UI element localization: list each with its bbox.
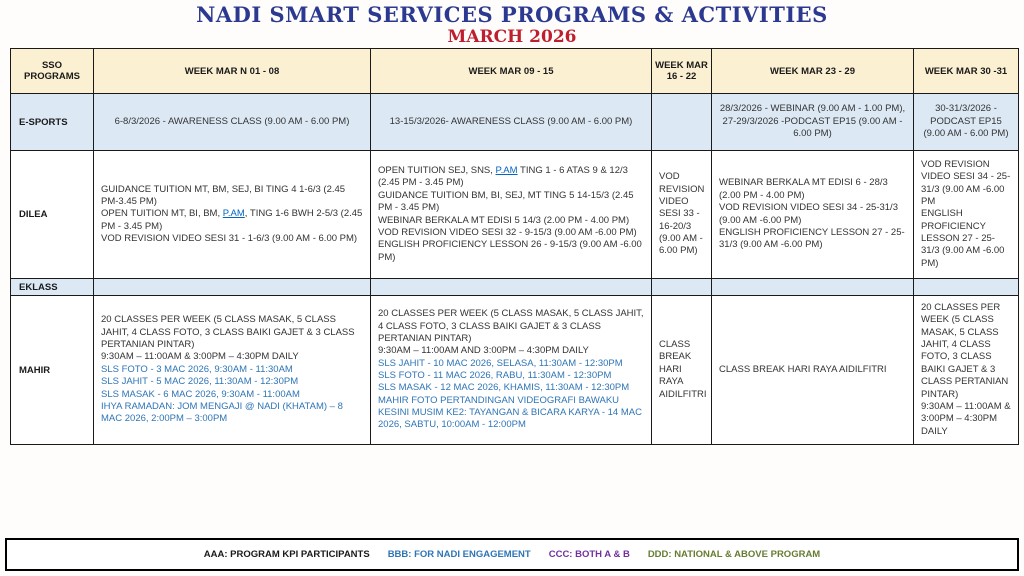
column-header-week3: WEEK MAR 16 - 22 (652, 49, 712, 94)
schedule-line: CLASS BREAK HARI RAYA AIDILFITRI (719, 363, 887, 375)
cell-mahir-week4 (712, 296, 914, 445)
cell-mahir-week5 (914, 296, 1019, 445)
column-header-week1: WEEK MAR N 01 - 08 (94, 49, 371, 94)
cell-esports-week4 (712, 94, 914, 151)
schedule-line: ENGLISH PROFICIENCY LESSON 27 - 25-31/3 (9.00 AM -6.00 PM) (719, 226, 905, 251)
schedule-table (10, 48, 1019, 445)
cell-dilea-week3 (652, 151, 712, 279)
schedule-line: SLS FOTO - 3 MAC 2026, 9:30AM - 11:30AM (101, 363, 293, 375)
schedule-line: GUIDANCE TUITION BM, BI, SEJ, MT TING 5 14-15/3 (2.45 PM - 3.45 PM) (378, 189, 634, 214)
schedule-line: VOD REVISION VIDEO SESI 34 - 25-31/3 (9.00 AM -6.00 PM (921, 158, 1011, 207)
cell-mahir-week2 (371, 296, 652, 445)
legend-bar (5, 538, 1019, 571)
schedule-line: ENGLISH PROFICIENCY LESSON 26 - 9-15/3 (9.00 AM -6.00 PM) (378, 239, 642, 263)
cell-dilea-week1 (94, 151, 371, 279)
schedule-line: ENGLISH PROFICIENCY LESSON 27 - 25-31/3 (9.00 AM -6.00 PM) (921, 208, 1005, 269)
legend-item-ccc: CCC: BOTH A & B (548, 549, 630, 560)
page-subtitle: MARCH 2026 (447, 27, 577, 47)
schedule-line: 30-31/3/2026 - (935, 103, 997, 115)
row-label-esports: E-SPORTS (11, 94, 94, 151)
cell-eklass-week5 (914, 279, 1019, 296)
schedule-line: SLS MASAK - 6 MAC 2026, 9:30AM - 11:00AM (101, 388, 300, 400)
schedule-line: 20 CLASSES PER WEEK (5 CLASS MASAK, 5 CLASS JAHIT, 4 CLASS FOTO, 3 CLASS BAIKI GAJET & 3 CLASS PERTANIAN PINTAR) (101, 314, 355, 351)
table-row-esports (11, 94, 1019, 151)
schedule-line: 20 CLASSES PER WEEK (5 CLASS MASAK, 5 CLASS JAHIT, 4 CLASS FOTO, 3 CLASS BAIKI GAJET & 3 CLASS PERTANIAN PINTAR) (378, 308, 644, 344)
cell-mahir-week1 (94, 296, 371, 445)
column-header-week5: WEEK MAR 30 -31 (914, 49, 1019, 94)
schedule-line: WEBINAR BERKALA MT EDISI 5 14/3 (2.00 PM - 4.00 PM) (378, 214, 630, 226)
schedule-line: PODCAST EP15 (930, 115, 1002, 127)
cell-eklass-week2 (371, 279, 652, 296)
table-row-eklass (11, 279, 1019, 296)
schedule-line: 9:30AM – 11:00AM AND 3:00PM – 4:30PM DAILY (378, 345, 589, 357)
schedule-line: 9:30AM – 11:00AM & 3:00PM – 4:30PM DAILY (921, 400, 1011, 437)
cell-dilea-week4 (712, 151, 914, 279)
legend-item-aaa: AAA: PROGRAM KPI PARTICIPANTS (203, 549, 370, 560)
cell-eklass-week3 (652, 279, 712, 296)
row-label-eklass: EKLASS (11, 279, 94, 296)
schedule-line: WEBINAR BERKALA MT EDISI 6 - 28/3 (2.00 PM - 4.00 PM) (719, 177, 888, 201)
schedule-line: IHYA RAMADAN: JOM MENGAJI @ NADI (KHATAM) – 8 MAC 2026, 2:00PM – 3:00PM (101, 400, 343, 425)
schedule-line: 28/3/2026 - WEBINAR (9.00 AM - 1.00 PM), (719, 103, 906, 115)
pam-link[interactable]: P.AM (495, 165, 518, 177)
schedule-line: SLS JAHIT - 5 MAC 2026, 11:30AM - 12:30PM (101, 376, 299, 388)
pam-link[interactable]: P.AM (222, 208, 245, 220)
schedule-line: 20 CLASSES PER WEEK (5 CLASS MASAK, 5 CLASS JAHIT, 4 CLASS FOTO, 3 CLASS BAIKI GAJET & 3 CLASS PERTANIAN PINTAR) (921, 302, 1009, 400)
schedule-line: GUIDANCE TUITION MT, BM, SEJ, BI TING 4 1-6/3 (2.45 PM-3.45 PM) (101, 183, 346, 207)
schedule-line: 13-15/3/2026- AWARENESS CLASS (9.00 AM - 6.00 PM) (389, 115, 633, 127)
row-label-dilea: DILEA (11, 151, 94, 279)
schedule-line: (9.00 AM - 6.00 PM) (923, 128, 1009, 140)
table-header-row (11, 49, 1019, 94)
cell-esports-week2 (371, 94, 652, 151)
cell-esports-week1 (94, 94, 371, 151)
column-header-week2: WEEK MAR 09 - 15 (371, 49, 652, 94)
legend-item-bbb: BBB: FOR NADI ENGAGEMENT (387, 549, 531, 560)
schedule-line: 6-8/3/2026 - AWARENESS CLASS (9.00 AM - 6.00 PM) (114, 115, 350, 127)
cell-dilea-week5 (914, 151, 1019, 279)
cell-esports-week3 (652, 94, 712, 151)
schedule-line: VOD REVISION VIDEO SESI 34 - 25-31/3 (9.00 AM -6.00 PM) (719, 202, 898, 226)
schedule-line: MAHIR FOTO PERTANDINGAN VIDEOGRAFI BAWAKU KESINI MUSIM KE2: TAYANGAN & BICARA KARYA - 14 MAC 2026, SABTU, 10:00AM - 12:00PM (378, 394, 642, 431)
schedule-table-body (11, 94, 1019, 445)
page-title: NADI SMART SERVICES PROGRAMS & ACTIVITIES (196, 2, 828, 27)
schedule-line: VOD REVISION VIDEO SESI 32 - 9-15/3 (9.00 AM -6.00 PM) (378, 226, 637, 238)
cell-esports-week5 (914, 94, 1019, 151)
table-row-mahir (11, 296, 1019, 445)
schedule-line: 27-29/3/2026 -PODCAST EP15 (9.00 AM - 6.00 PM) (722, 115, 903, 140)
column-header-sso-programs: SSO PROGRAMS (11, 49, 94, 94)
schedule-line: OPEN TUITION MT, BI, BM, P.AM, TING 1-6 BWH 2-5/3 (2.45 PM - 3.45 PM) (101, 208, 363, 232)
schedule-line: OPEN TUITION SEJ, SNS, P.AM TING 1 - 6 ATAS 9 & 12/3 (2.45 PM - 3.45 PM) (378, 165, 628, 189)
table-row-dilea (11, 151, 1019, 279)
cell-eklass-week1 (94, 279, 371, 296)
schedule-line: 9:30AM – 11:00AM & 3:00PM – 4:30PM DAILY (101, 351, 299, 363)
schedule-line: SLS JAHIT - 10 MAC 2026, SELASA, 11:30AM - 12:30PM (378, 357, 623, 369)
schedule-line: CLASS BREAK HARI RAYA AIDILFITRI (659, 339, 707, 400)
schedule-line: SLS MASAK - 12 MAC 2026, KHAMIS, 11:30AM - 12:30PM (378, 382, 630, 394)
column-header-week4: WEEK MAR 23 - 29 (712, 49, 914, 94)
cell-mahir-week3 (652, 296, 712, 445)
cell-eklass-week4 (712, 279, 914, 296)
schedule-line: VOD REVISION VIDEO SESI 31 - 1-6/3 (9.00 AM - 6.00 PM) (101, 233, 358, 245)
schedule-line: SLS FOTO - 11 MAC 2026, RABU, 11:30AM - 12:30PM (378, 370, 612, 381)
row-label-mahir: MAHIR (11, 296, 94, 445)
cell-dilea-week2 (371, 151, 652, 279)
legend-item-ddd: DDD: NATIONAL & ABOVE PROGRAM (647, 549, 821, 560)
schedule-line: VOD REVISION VIDEO SESI 33 - 16-20/3 (9.00 AM - 6.00 PM) (659, 171, 705, 257)
